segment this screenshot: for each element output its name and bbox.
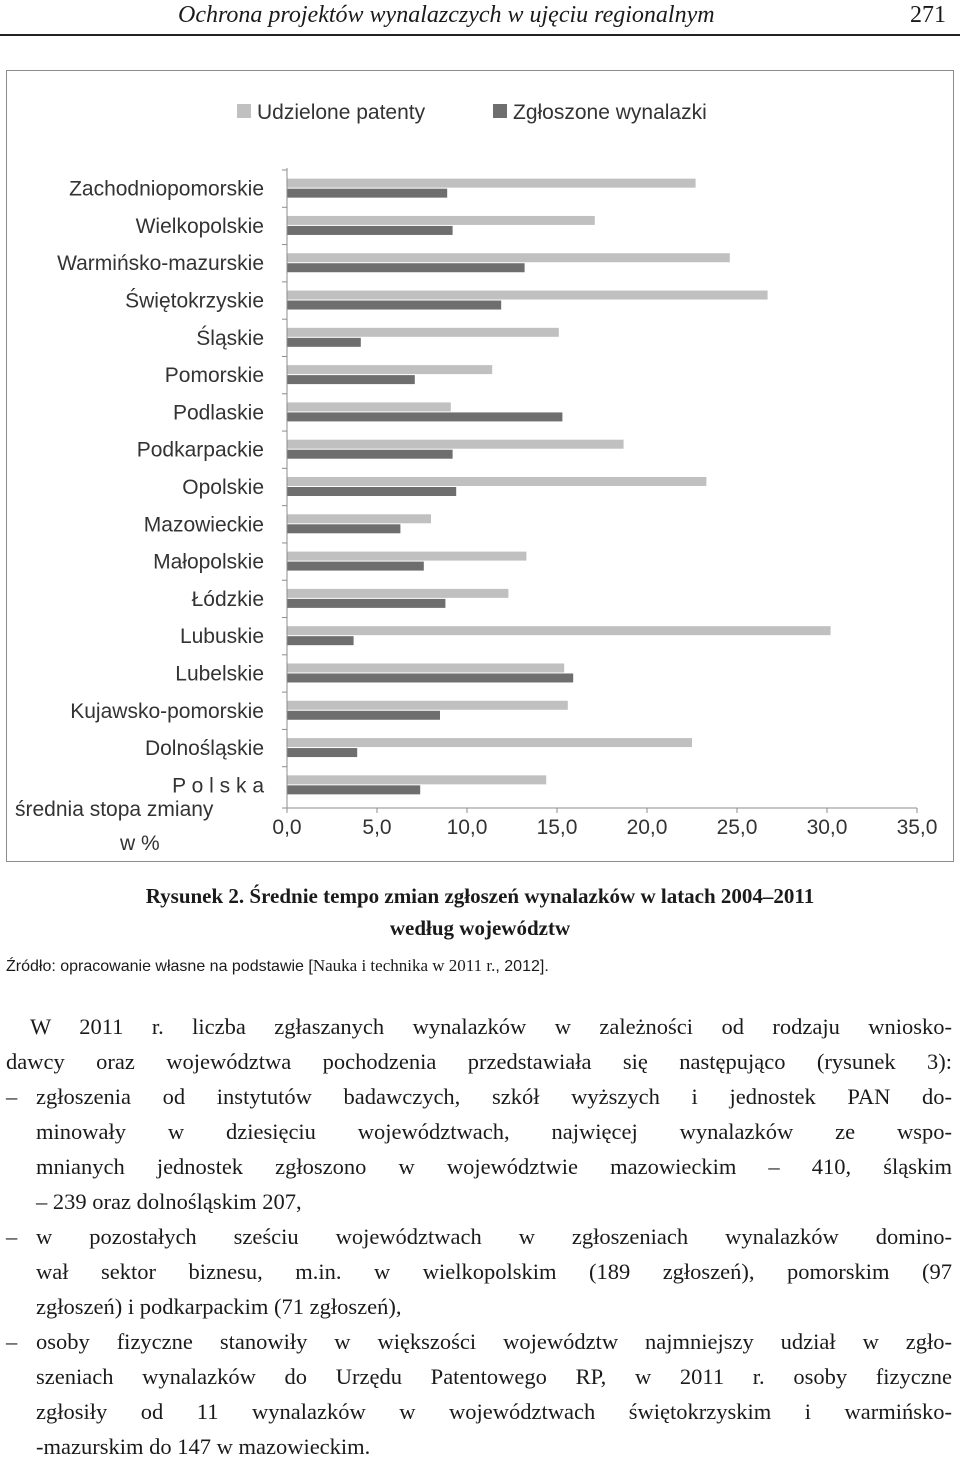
category-label: Świętokrzyskie <box>125 289 264 313</box>
line-text: -mazurskim do 147 w mazowieckim. <box>36 1434 371 1459</box>
bar-udzielone <box>287 663 564 672</box>
line-text: mnianych jednostek zgłoszono w województwie mazowieckim – 410, śląskim <box>36 1154 952 1179</box>
legend-label-2: Zgłoszone wynalazki <box>513 101 707 124</box>
x-tick-label: 0,0 <box>272 816 302 839</box>
line-text: osoby fizyczne stanowiły w większości województw najmniejszy udział w zgło- <box>36 1329 952 1354</box>
legend-swatch-1 <box>237 104 251 118</box>
bar-zgloszone <box>287 375 415 384</box>
body-line <box>36 1434 370 1460</box>
bar-chart <box>7 71 953 861</box>
bullet-line <box>6 1224 952 1250</box>
line-text: – 239 oraz dolnośląskim 207, <box>36 1189 302 1214</box>
body-line <box>36 1399 952 1425</box>
category-label: Podlaskie <box>172 401 264 425</box>
figure-caption-line-1: Rysunek 2. Średnie tempo zmian zgłoszeń wynalazków w latach 2004–2011 <box>145 884 815 908</box>
legend-swatch-2 <box>493 104 507 118</box>
bar-udzielone <box>287 626 831 635</box>
bullet-dash: – <box>6 1329 18 1354</box>
bar-udzielone <box>287 552 526 561</box>
x-tick-label: 20,0 <box>626 816 668 839</box>
bar-zgloszone <box>287 226 453 235</box>
x-tick-label: 10,0 <box>446 816 488 839</box>
bar-zgloszone <box>287 785 420 794</box>
chart-container <box>6 70 954 862</box>
bar-zgloszone <box>287 301 501 310</box>
category-label: Pomorskie <box>164 364 264 388</box>
category-label: Mazowieckie <box>143 513 264 537</box>
source-prefix: Źródło: opracowanie własne na podstawie [ <box>6 958 313 975</box>
bar-udzielone <box>287 365 492 374</box>
bar-zgloszone <box>287 412 562 421</box>
line-text: wał sektor biznesu, m.in. w wielkopolskim (189 zgłoszeń), pomorskim (97 <box>36 1259 952 1284</box>
running-title: Ochrona projektów wynalazczych w ujęciu regionalnym <box>178 2 715 28</box>
axis-title-line-2: w % <box>120 832 160 855</box>
legend-label-1: Udzielone patenty <box>257 101 426 124</box>
category-label: Warmińsko-mazurskie <box>57 252 264 276</box>
bullet-dash: – <box>6 1224 18 1249</box>
x-tick-label: 35,0 <box>896 816 938 839</box>
bar-zgloszone <box>287 711 440 720</box>
bar-udzielone <box>287 440 624 449</box>
page-number: 271 <box>910 2 946 28</box>
bar-zgloszone <box>287 524 400 533</box>
line-text: szeniach wynalazków do Urzędu Patentowego RP, w 2011 r. osoby fizyczne <box>36 1364 952 1389</box>
bar-zgloszone <box>287 599 445 608</box>
axis-title-line-1: średnia stopa zmiany <box>15 798 214 821</box>
bar-udzielone <box>287 402 451 411</box>
bar-udzielone <box>287 179 696 188</box>
bar-zgloszone <box>287 487 456 496</box>
line-text: zgłoszeń) i podkarpackim (71 zgłoszeń), <box>36 1294 402 1319</box>
bar-udzielone <box>287 589 508 598</box>
body-line <box>36 1364 952 1390</box>
x-tick-label: 30,0 <box>806 816 848 839</box>
body-line <box>36 1189 302 1215</box>
category-label: Małopolskie <box>153 550 264 574</box>
body-line <box>36 1154 952 1180</box>
category-label: Łódzkie <box>191 587 264 611</box>
bar-udzielone <box>287 216 595 225</box>
bullet-line <box>6 1084 952 1110</box>
bar-udzielone <box>287 738 692 747</box>
category-label: P o l s k a <box>172 774 264 798</box>
bar-zgloszone <box>287 673 573 682</box>
category-label: Kujawsko-pomorskie <box>70 699 264 723</box>
bar-zgloszone <box>287 748 357 757</box>
body-line <box>36 1259 952 1285</box>
header-rule <box>0 34 960 36</box>
bar-udzielone <box>287 701 568 710</box>
line-text: dawcy oraz województwa pochodzenia przedstawiała się następująco (rysunek 3): <box>6 1049 952 1074</box>
line-text: zgłoszenia od instytutów badawczych, szkół wyższych i jednostek PAN do- <box>36 1084 952 1109</box>
x-tick-label: 25,0 <box>716 816 758 839</box>
bullet-line <box>6 1329 952 1355</box>
category-label: Zachodniopomorskie <box>69 177 264 201</box>
x-tick-label: 5,0 <box>362 816 392 839</box>
bar-zgloszone <box>287 263 525 272</box>
x-tick-label: 15,0 <box>536 816 578 839</box>
bar-zgloszone <box>287 636 354 645</box>
page-header <box>0 0 960 36</box>
bar-zgloszone <box>287 189 447 198</box>
bar-udzielone <box>287 291 768 300</box>
bar-udzielone <box>287 775 546 784</box>
source-suffix: , 2012]. <box>495 958 549 975</box>
source-title: Nauka i technika w 2011 r. <box>312 956 496 975</box>
category-label: Podkarpackie <box>136 438 264 462</box>
category-label: Śląskie <box>196 326 264 350</box>
category-label: Wielkopolskie <box>135 214 264 238</box>
figure-caption-line-2: według województw <box>389 916 571 940</box>
bar-udzielone <box>287 328 559 337</box>
line-text: minowały w dziesięciu województwach, najwięcej wynalazków ze wspo- <box>36 1119 952 1144</box>
line-text: zgłosiły od 11 wynalazków w województwach świętokrzyskim i warmińsko- <box>36 1399 952 1424</box>
category-label: Lubuskie <box>179 625 264 649</box>
bar-zgloszone <box>287 562 424 571</box>
body-line <box>6 1049 952 1075</box>
line-text: W 2011 r. liczba zgłaszanych wynalazków w zależności od rodzaju wniosko- <box>30 1014 952 1039</box>
category-label: Opolskie <box>182 476 264 499</box>
line-text: w pozostałych sześciu województwach w zgłoszeniach wynalazków domino- <box>36 1224 952 1249</box>
bar-udzielone <box>287 253 730 262</box>
bar-udzielone <box>287 477 706 486</box>
bar-zgloszone <box>287 338 361 347</box>
body-line <box>30 1014 952 1040</box>
figure-source <box>6 956 549 976</box>
body-line <box>36 1119 952 1145</box>
bar-udzielone <box>287 514 431 523</box>
category-label: Lubelskie <box>175 662 264 686</box>
bar-zgloszone <box>287 450 453 459</box>
body-line <box>36 1294 402 1320</box>
category-label: Dolnośląskie <box>144 737 264 761</box>
bullet-dash: – <box>6 1084 18 1109</box>
